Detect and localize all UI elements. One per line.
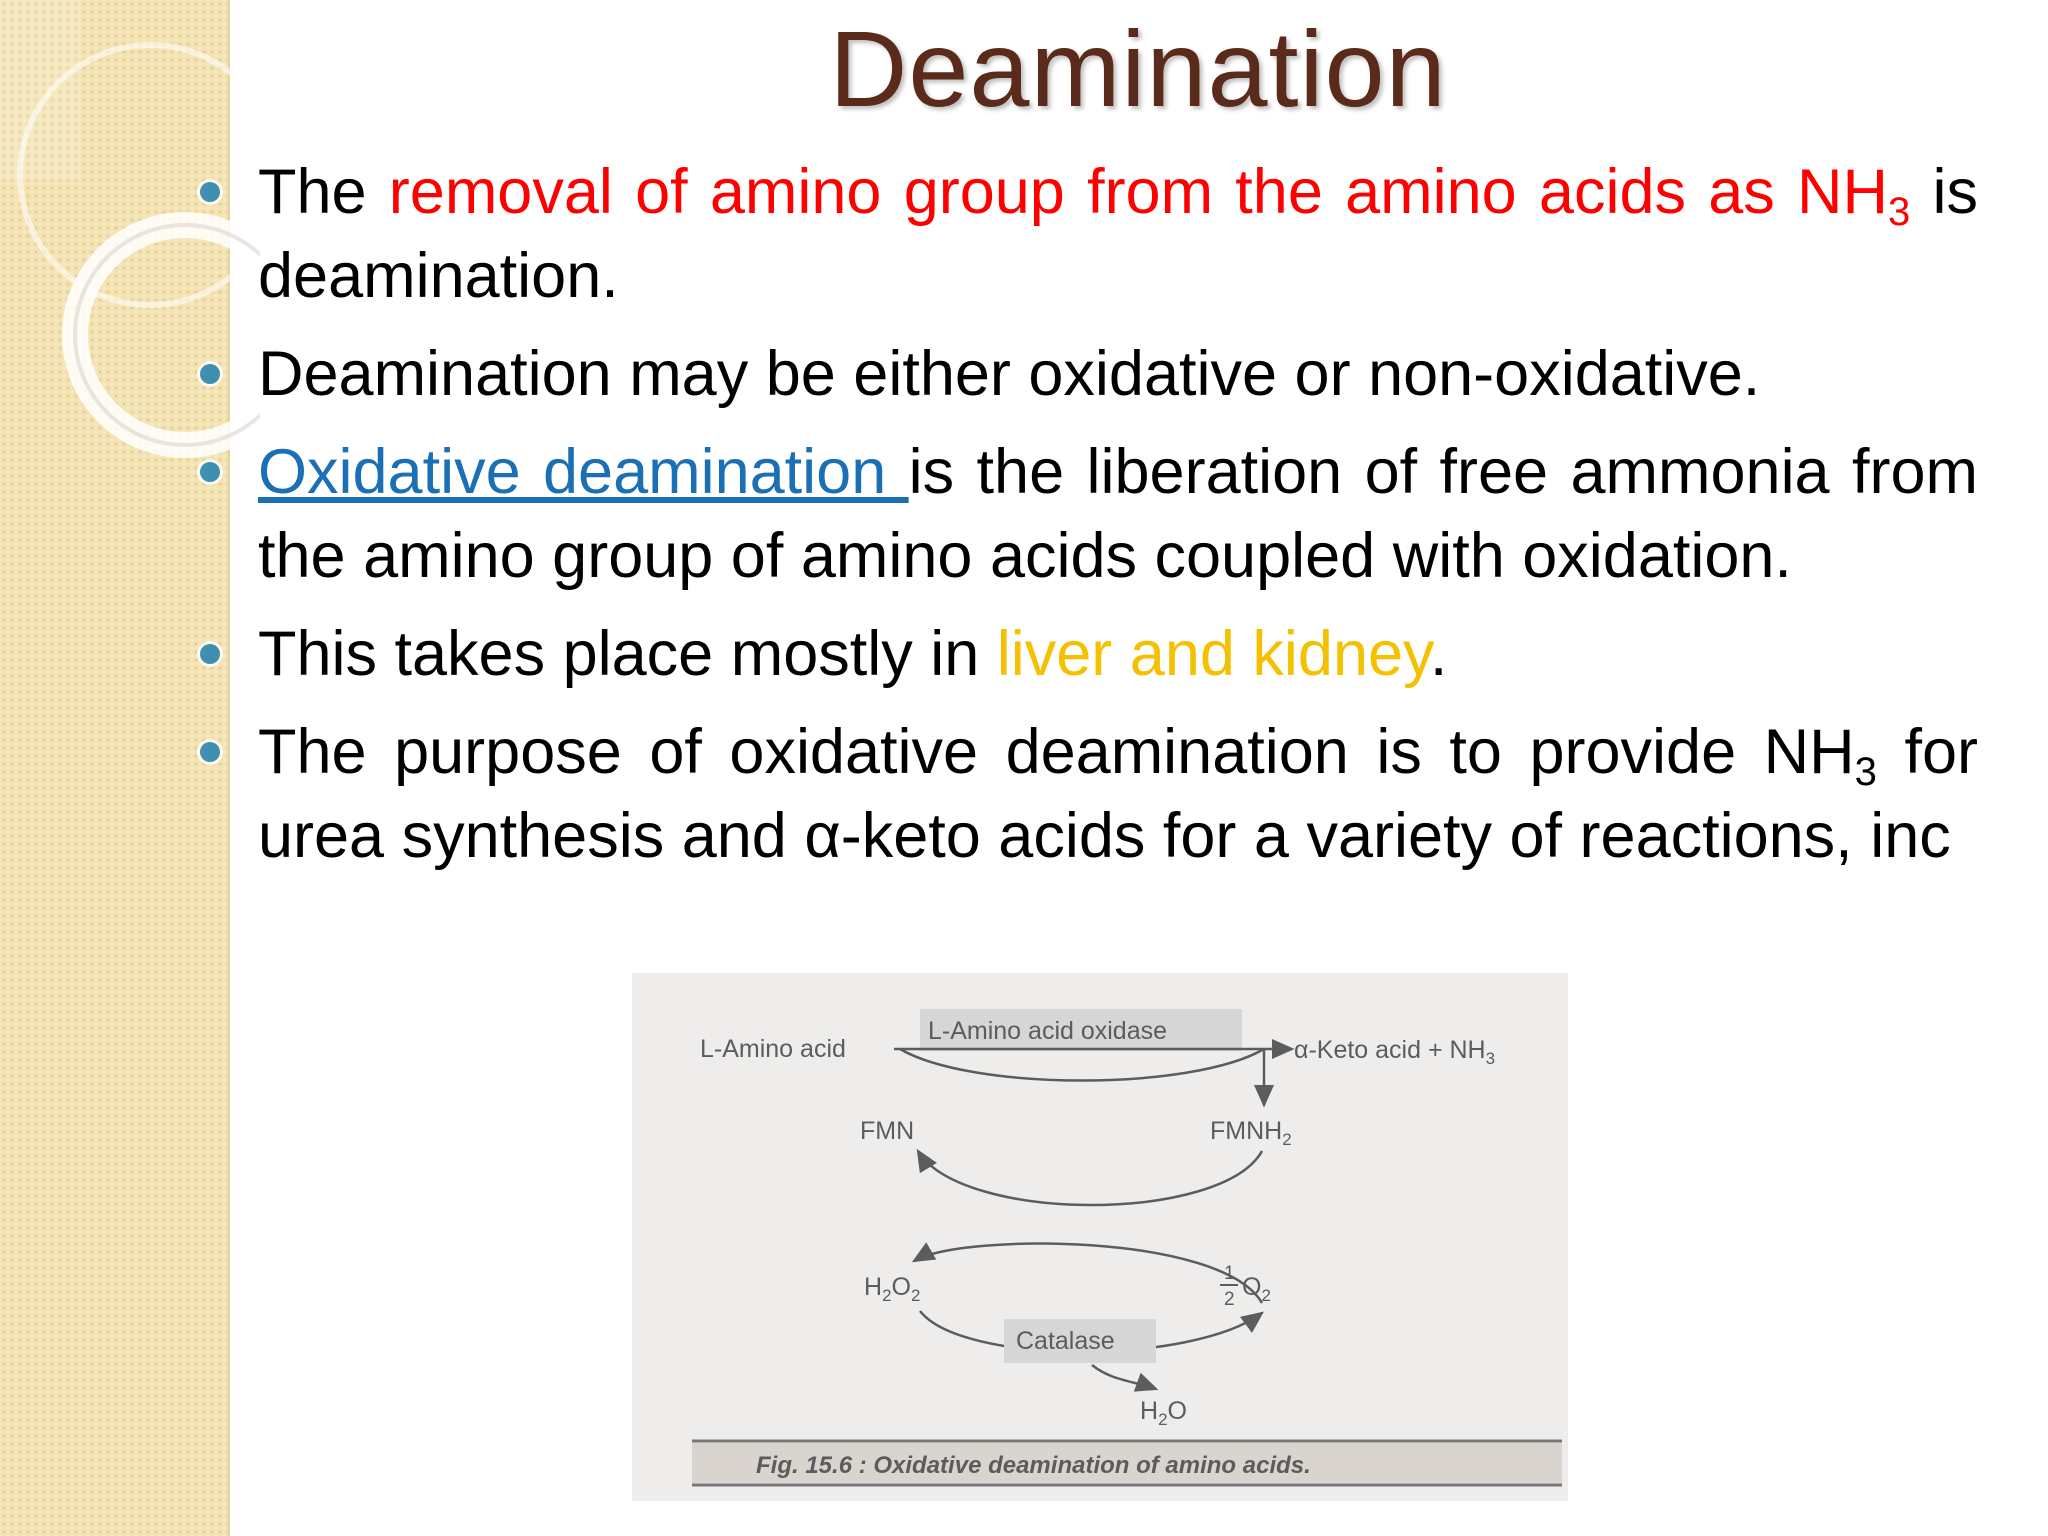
half-denominator: 2 (1224, 1289, 1235, 1310)
highlight-removal: removal of amino group from the amino acids as $NH_3$ (388, 157, 1911, 234)
bullet-item: Oxidative deamination is the liberation of free ammonia from the amino group of amino acids coupled with oxidation. (258, 430, 1978, 598)
bullet-dot-icon (200, 364, 220, 384)
slide-title: Deamination (829, 8, 1447, 129)
fmnh2-label: $FMNH_2$ (1210, 1117, 1292, 1149)
oxidative-deamination-figure (632, 973, 1568, 1501)
substrate-label: L-Amino acid (700, 1035, 846, 1063)
bullet-dot-icon (200, 742, 220, 762)
oxidative-deamination-link[interactable]: Oxidative deamination (258, 437, 909, 507)
half-numerator: 1 (1224, 1263, 1235, 1284)
enzyme-label: L-Amino acid oxidase (928, 1017, 1168, 1045)
highlight-liver-kidney: liver and kidney (996, 619, 1430, 689)
bullet-dot-icon (200, 182, 220, 202)
product-label: α-Keto acid + $NH_3$ (1294, 1036, 1496, 1068)
figure-caption: Fig. 15.6 : Oxidative deamination of amino acids. (756, 1452, 1311, 1479)
bullet-dot-icon (200, 462, 220, 482)
decorative-rings (0, 0, 260, 520)
bullet-item: Deamination may be either oxidative or non-oxidative. (258, 332, 1978, 416)
bullet-item: This takes place mostly in liver and kidney. (258, 612, 1978, 696)
h2o2-label: $H_2O_2$ (864, 1273, 921, 1305)
bullet-item: The purpose of oxidative deamination is to provide $NH_3$ for urea synthesis and α-keto acids for a variety of reactions, inc (258, 710, 1978, 878)
catalase-label: Catalase (1016, 1327, 1115, 1355)
h2o-label: $H_2O$ (1140, 1397, 1187, 1429)
bullet-item: The removal of amino group from the amino acids as $NH_3$ is deamination. (258, 150, 1978, 318)
slide-content (258, 150, 1978, 892)
fmn-label: FMN (860, 1117, 915, 1145)
bullet-dot-icon (200, 644, 220, 664)
o2-label: $O_2$ (1242, 1273, 1271, 1305)
